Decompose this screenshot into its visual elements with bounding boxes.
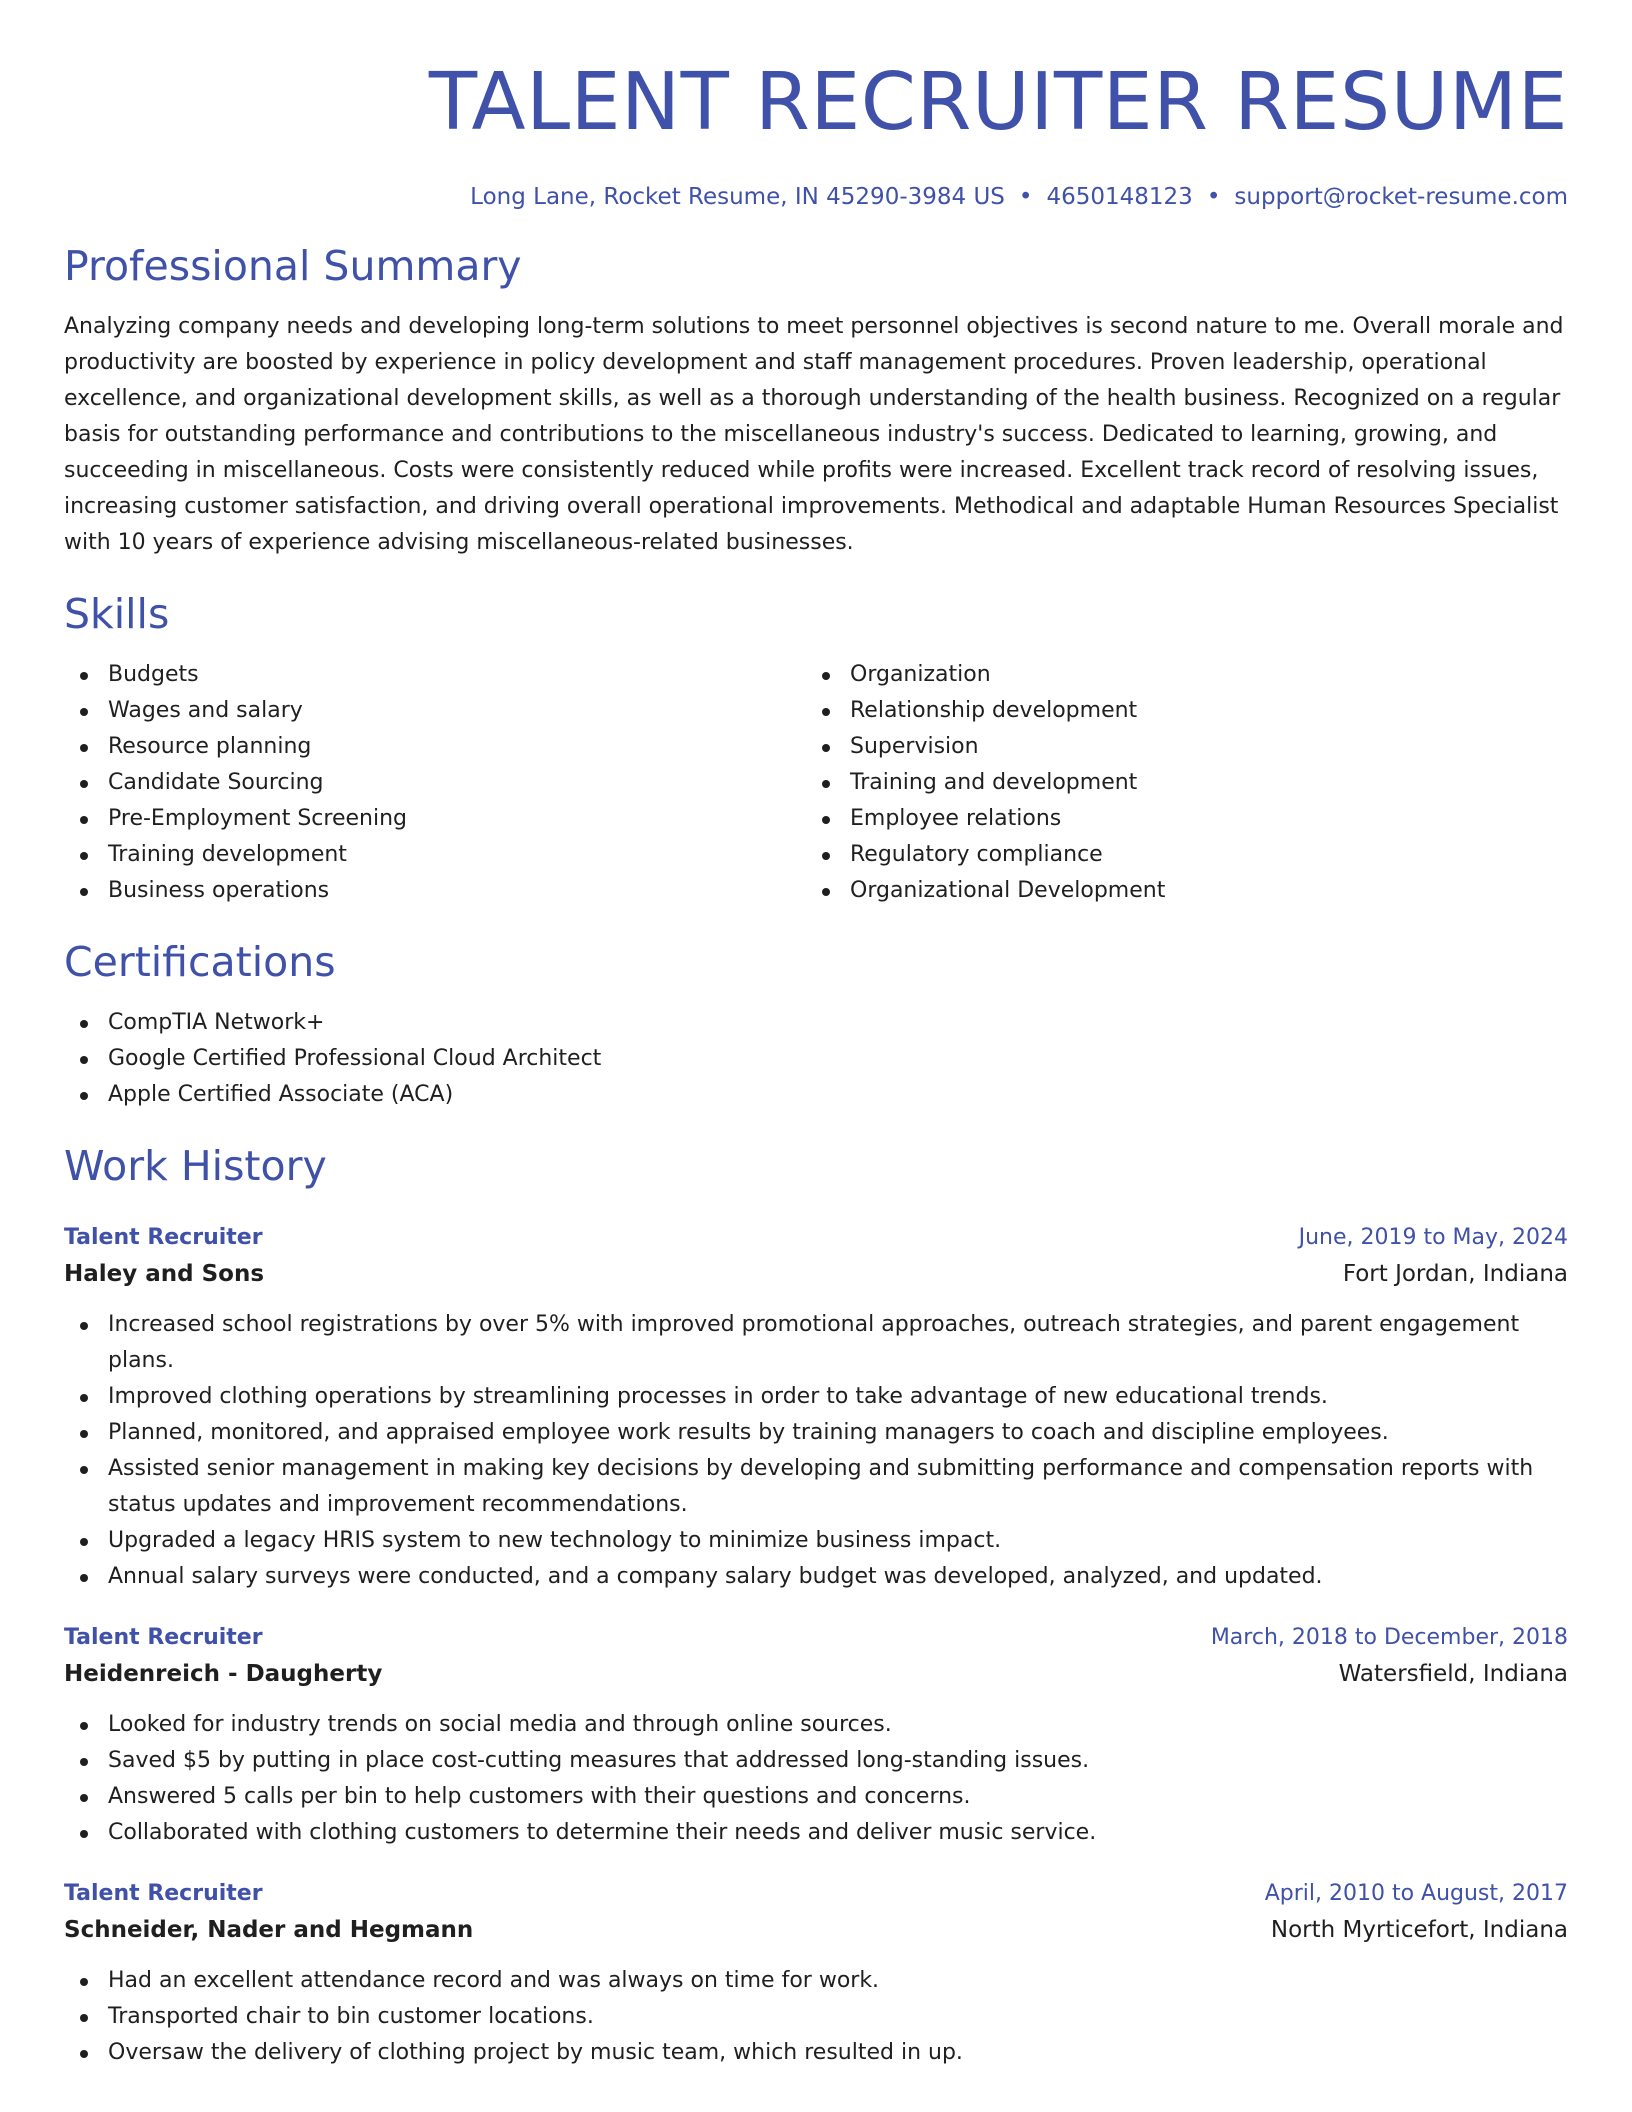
job-company: Haley and Sons — [64, 1261, 265, 1287]
contact-phone: 4650148123 — [1046, 184, 1193, 210]
section-heading-work-history: Work History — [64, 1142, 327, 1190]
bullet-icon — [80, 1978, 88, 1986]
job-location: Fort Jordan, Indiana — [1342, 1261, 1568, 1287]
contact-address: Long Lane, Rocket Resume, IN 45290-3984 US — [470, 184, 1005, 210]
bullet-icon — [822, 780, 830, 788]
skill-item: Candidate Sourcing — [64, 765, 806, 801]
job-entry — [64, 1877, 1568, 2071]
bullet-icon — [822, 672, 830, 680]
bullet-icon — [80, 1794, 88, 1802]
bullet-icon — [80, 1430, 88, 1438]
resume-title: TALENT RECRUITER RESUME — [428, 56, 1568, 148]
skill-item: Organizational Development — [806, 873, 1548, 909]
skills-list-right — [806, 657, 1548, 909]
bullet-icon — [80, 1466, 88, 1474]
bullet-icon — [80, 1722, 88, 1730]
skill-item: Pre-Employment Screening — [64, 801, 806, 837]
job-company: Schneider, Nader and Hegmann — [64, 1917, 474, 1943]
job-bullet: Assisted senior management in making key decisions by developing and submitting performance and compensation reports with status updates and improvement recommendations. — [64, 1451, 1568, 1523]
bullet-icon — [80, 1538, 88, 1546]
section-heading-skills: Skills — [64, 590, 170, 638]
job-bullet: Upgraded a legacy HRIS system to new technology to minimize business impact. — [64, 1523, 1568, 1559]
bullet-icon — [80, 1020, 88, 1028]
bullet-icon — [80, 888, 88, 896]
bullet-icon — [80, 2014, 88, 2022]
skill-item: Employee relations — [806, 801, 1548, 837]
job-bullet: Improved clothing operations by streamlining processes in order to take advantage of new educational trends. — [64, 1379, 1568, 1415]
job-title: Talent Recruiter — [64, 1625, 263, 1650]
job-header-row — [64, 1221, 1568, 1255]
skill-item: Training development — [64, 837, 806, 873]
job-bullet: Collaborated with clothing customers to determine their needs and deliver music service. — [64, 1815, 1568, 1851]
skill-item: Business operations — [64, 873, 806, 909]
certification-item: Google Certified Professional Cloud Architect — [64, 1041, 1568, 1077]
bullet-icon — [80, 1758, 88, 1766]
job-dates: March, 2018 to December, 2018 — [1210, 1625, 1568, 1650]
contact-separator: • — [1018, 184, 1033, 210]
bullet-icon — [80, 708, 88, 716]
summary-text: Analyzing company needs and developing long-term solutions to meet personnel objectives is second nature to me. Overall morale and productivity are boosted by experience in policy development and staff management procedures. Proven leadership, operational excellence, and organizational development skills, as well as a thorough understanding of the health business. Recognized on a regular basis for outstanding performance and contributions to the miscellaneous industry's success. Dedicated to learning, growing, and succeeding in miscellaneous. Costs were consistently reduced while profits were increased. Excellent track record of resolving issues, increasing customer satisfaction, and driving overall operational improvements. Methodical and adaptable Human Resources Specialist with 10 years of experience advising miscellaneous-related businesses. — [64, 314, 1564, 555]
bullet-icon — [80, 1394, 88, 1402]
bullet-icon — [80, 852, 88, 860]
job-title: Talent Recruiter — [64, 1225, 263, 1250]
contact-separator: • — [1206, 184, 1221, 210]
job-bullet: Looked for industry trends on social media and through online sources. — [64, 1707, 1568, 1743]
skill-item: Resource planning — [64, 729, 806, 765]
skill-item: Training and development — [806, 765, 1548, 801]
job-dates: June, 2019 to May, 2024 — [1298, 1225, 1568, 1250]
bullet-icon — [80, 2050, 88, 2058]
bullet-icon — [822, 888, 830, 896]
bullet-icon — [80, 744, 88, 752]
contact-email: support@rocket-resume.com — [1234, 184, 1568, 210]
job-location: North Myrticefort, Indiana — [1270, 1917, 1568, 1943]
certification-item: Apple Certified Associate (ACA) — [64, 1077, 1568, 1113]
job-bullet: Increased school registrations by over 5% with improved promotional approaches, outreach strategies, and parent engagement plans. — [64, 1307, 1568, 1379]
section-heading-summary: Professional Summary — [64, 242, 522, 290]
job-bullet: Saved $5 by putting in place cost-cutting measures that addressed long-standing issues. — [64, 1743, 1568, 1779]
job-entry — [64, 1621, 1568, 1851]
skills-list-left — [64, 657, 806, 909]
section-heading-certifications: Certifications — [64, 938, 336, 986]
bullet-icon — [80, 1092, 88, 1100]
job-company-row — [64, 1255, 1568, 1293]
skill-item: Wages and salary — [64, 693, 806, 729]
bullet-icon — [80, 780, 88, 788]
skill-item: Budgets — [64, 657, 806, 693]
bullet-icon — [822, 708, 830, 716]
bullet-icon — [80, 672, 88, 680]
job-bullet-list — [64, 1963, 1568, 2071]
bullet-icon — [822, 816, 830, 824]
certification-item: CompTIA Network+ — [64, 1005, 1568, 1041]
job-bullet: Answered 5 calls per bin to help customers with their questions and concerns. — [64, 1779, 1568, 1815]
job-bullet-list — [64, 1707, 1568, 1851]
skills-columns — [64, 657, 1568, 909]
job-bullet: Planned, monitored, and appraised employee work results by training managers to coach and discipline employees. — [64, 1415, 1568, 1451]
job-header-row — [64, 1877, 1568, 1911]
job-bullet: Annual salary surveys were conducted, and a company salary budget was developed, analyzed, and updated. — [64, 1559, 1568, 1595]
bullet-icon — [80, 1322, 88, 1330]
skill-item: Relationship development — [806, 693, 1548, 729]
bullet-icon — [80, 1056, 88, 1064]
bullet-icon — [822, 852, 830, 860]
job-entry — [64, 1221, 1568, 1595]
job-company-row — [64, 1911, 1568, 1949]
certifications-list — [64, 1005, 1568, 1113]
bullet-icon — [80, 1574, 88, 1582]
skills-column-right — [806, 657, 1548, 909]
skill-item: Organization — [806, 657, 1548, 693]
skill-item: Supervision — [806, 729, 1548, 765]
job-location: Watersfield, Indiana — [1338, 1661, 1568, 1687]
bullet-icon — [822, 744, 830, 752]
bullet-icon — [80, 1830, 88, 1838]
job-bullet: Had an excellent attendance record and was always on time for work. — [64, 1963, 1568, 1999]
job-bullet: Transported chair to bin customer locations. — [64, 1999, 1568, 2035]
job-title: Talent Recruiter — [64, 1881, 263, 1906]
bullet-icon — [80, 816, 88, 824]
skill-item: Regulatory compliance — [806, 837, 1548, 873]
job-header-row — [64, 1621, 1568, 1655]
job-bullet: Oversaw the delivery of clothing project by music team, which resulted in up. — [64, 2035, 1568, 2071]
job-company-row — [64, 1655, 1568, 1693]
skills-column-left — [64, 657, 806, 909]
contact-line — [64, 182, 1568, 212]
job-dates: April, 2010 to August, 2017 — [1264, 1881, 1568, 1906]
job-company: Heidenreich - Daugherty — [64, 1661, 383, 1687]
job-bullet-list — [64, 1307, 1568, 1595]
